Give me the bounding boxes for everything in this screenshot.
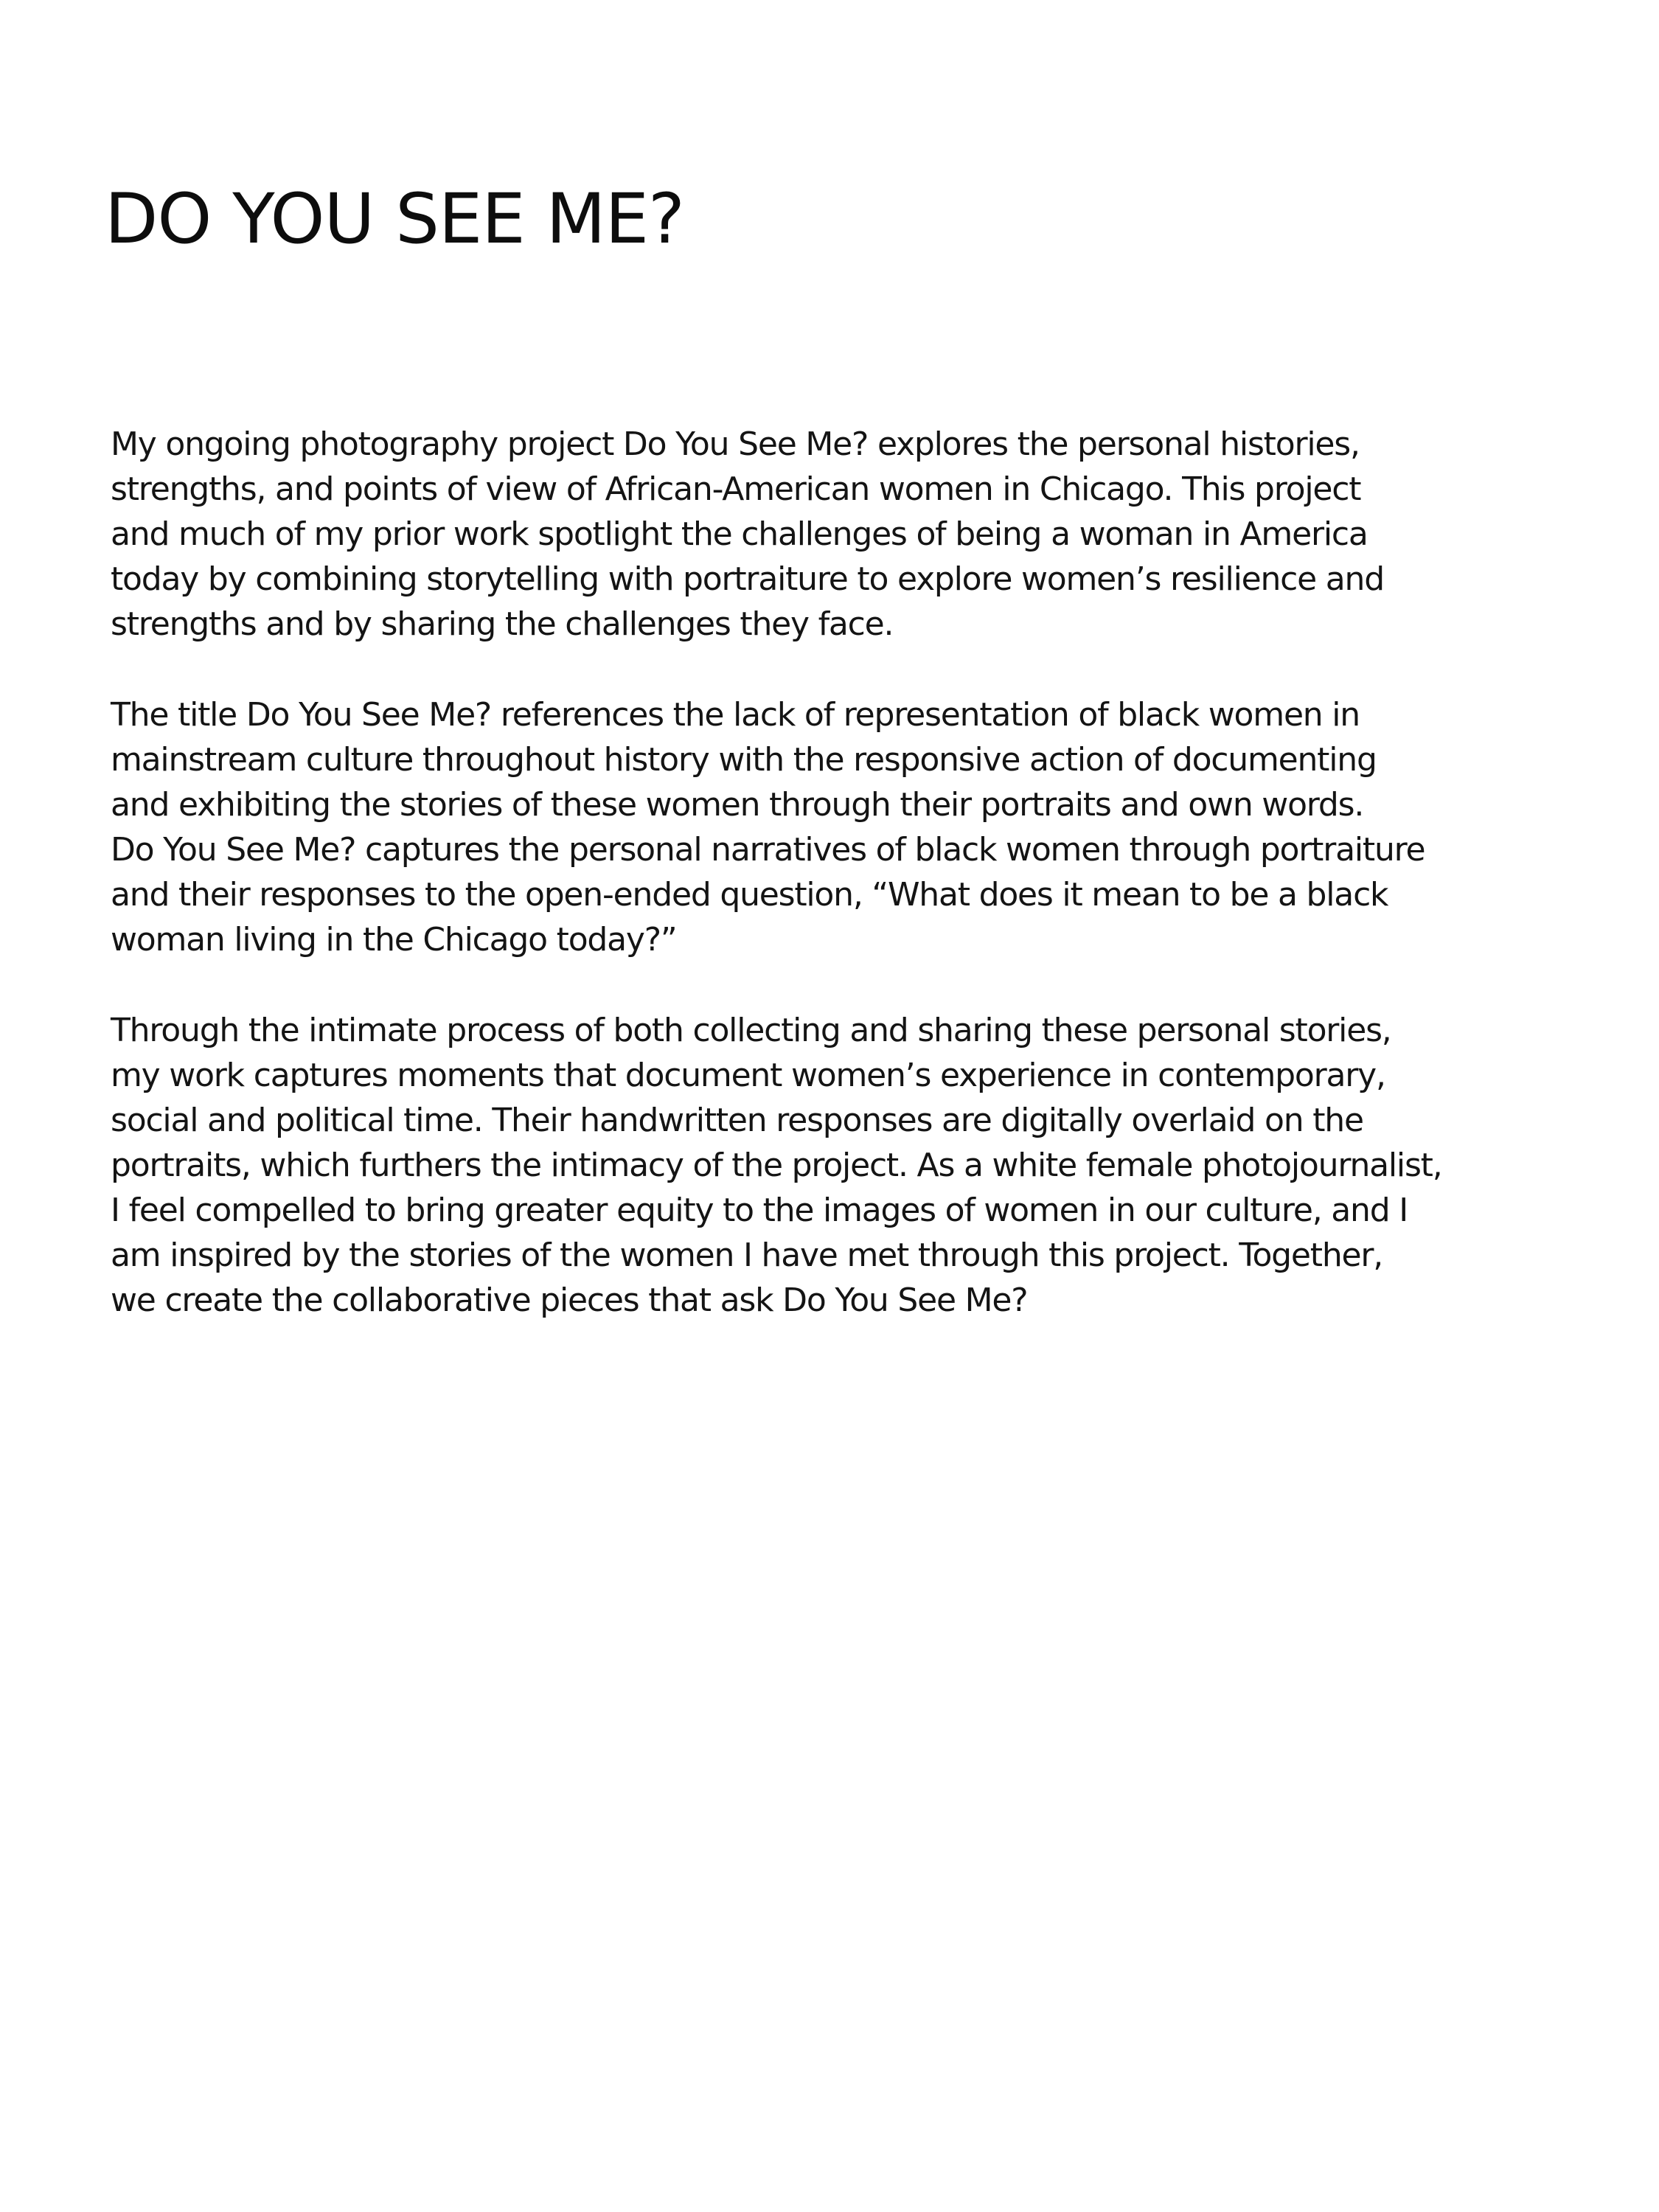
text-line: today by combining storytelling with portraiture to explore women’s resilience and — [111, 560, 1384, 598]
text-line: and much of my prior work spotlight the challenges of being a woman in America — [111, 515, 1368, 553]
text-line: portraits, which furthers the intimacy of the project. As a white female photojournalist, — [111, 1147, 1442, 1184]
text-line: and exhibiting the stories of these women through their portraits and own words. — [111, 786, 1364, 824]
text-line: Through the intimate process of both collecting and sharing these personal stories, — [111, 1012, 1391, 1049]
text-line: My ongoing photography project Do You See Me? explores the personal histories, — [111, 425, 1360, 463]
text-line: social and political time. Their handwritten responses are digitally overlaid on the — [111, 1102, 1363, 1139]
text-line: mainstream culture throughout history with the responsive action of documenting — [111, 741, 1377, 779]
paragraph-title-meaning — [111, 692, 1630, 962]
text-line: woman living in the Chicago today?” — [111, 921, 677, 959]
text-line: and their responses to the open-ended question, “What does it mean to be a black — [111, 876, 1388, 914]
text-line: my work captures moments that document women’s experience in contemporary, — [111, 1057, 1385, 1094]
text-line: we create the collaborative pieces that ask Do You See Me? — [111, 1281, 1028, 1319]
paragraph-intro — [111, 422, 1630, 647]
paragraph-process — [111, 1008, 1630, 1323]
text-line: am inspired by the stories of the women I have met through this project. Together, — [111, 1237, 1383, 1274]
text-line: The title Do You See Me? references the lack of representation of black women in — [111, 696, 1360, 734]
text-line: strengths and by sharing the challenges they face. — [111, 605, 894, 643]
text-line: I feel compelled to bring greater equity to the images of women in our culture, and I — [111, 1192, 1408, 1229]
text-line: Do You See Me? captures the personal narratives of black women through portraiture — [111, 831, 1425, 869]
text-line: strengths, and points of view of African-American women in Chicago. This project — [111, 470, 1361, 508]
page-title: DO YOU SEE ME? — [105, 179, 684, 260]
document-body — [111, 422, 1630, 1368]
